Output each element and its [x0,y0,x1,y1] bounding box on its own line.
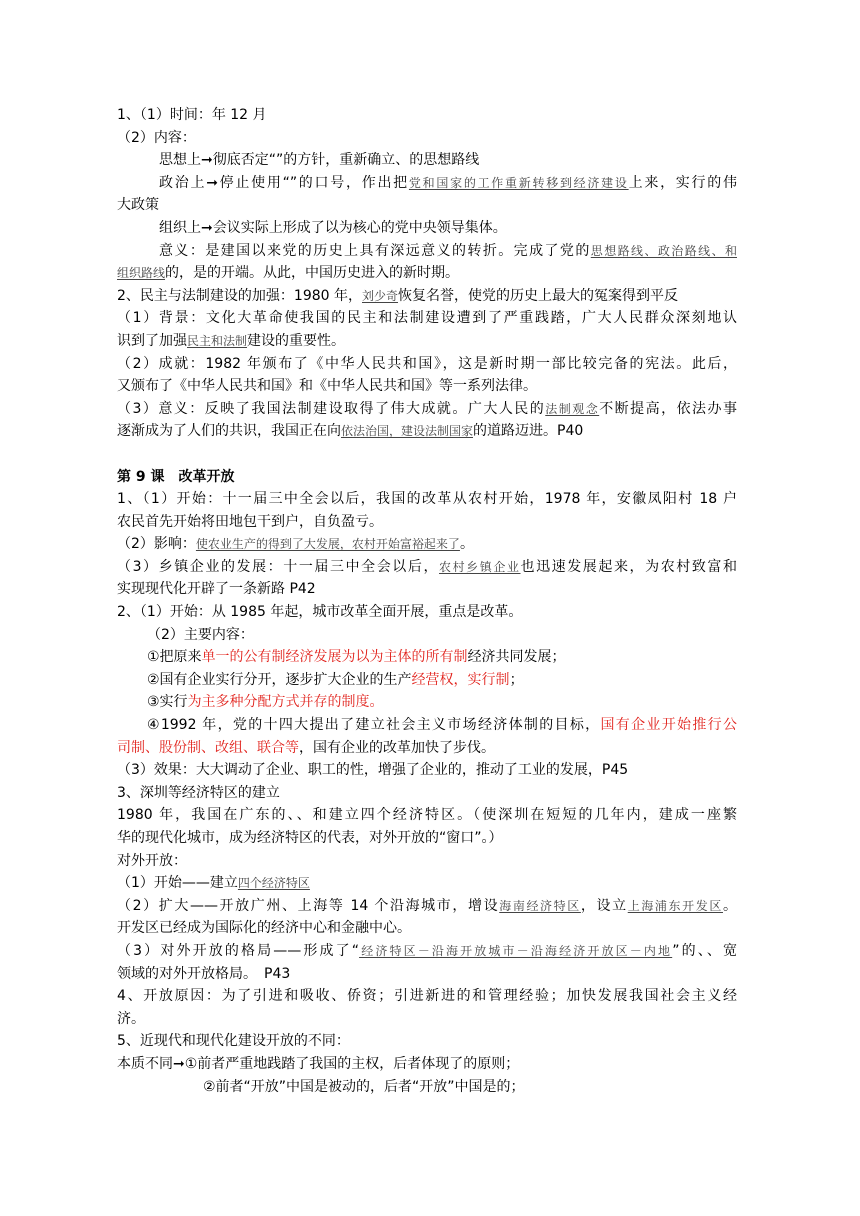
text: 。 [722,897,737,914]
text: 的，是的开端。从此，中国历史进入的新时期。 [165,265,460,282]
l9-difference-2: ②前者“开放”中国是被动的，后者“开放”中国是的； [203,1078,525,1095]
text: 逐渐成为了人们的共识，我国正在向 [117,423,341,440]
document-body [117,104,737,1098]
s2-line-meaning-cont [117,420,737,443]
highlighted-text: 经营权，实行制 [411,671,510,688]
text: 2、民主与法制建设的加强：1980 年， [117,287,362,304]
l9-township-enterprises [117,556,737,579]
highlighted-text: 单一的公有制经济发展为以为主体的所有制 [201,649,468,666]
underlined-text: 上海浦东开发区 [627,898,723,913]
highlighted-text: 国有企业开始推行公 [600,717,737,734]
l9-rural-start: 1、（1）开始：十一届三中全会以后，我国的改革从农村开始，1978 年，安徽凤阳村 18 户 [117,491,737,508]
l9-opening-start [117,872,737,895]
underlined-text: 组织路线 [117,266,166,281]
l9-urban-content-heading: （2）主要内容： [147,626,254,643]
s1-line-time: 1、（1）时间：年 12 月 [117,107,267,123]
text: （3）对外开放的格局——形成了“ [117,942,360,959]
s2-line-background-cont [117,330,737,353]
text: ②国有企业实行分开，逐步扩大企业的生产 [147,671,412,688]
underlined-text: 党和国家的工作重新转移到经济建设 [408,175,629,190]
text: 政治上➞停止使用“”的口号，作出把 [159,174,409,191]
text: 经济共同发展； [467,649,566,666]
s1-line-politics-cont: 大政策 [117,197,159,214]
text: 的道路迈进。P40 [473,423,584,440]
l9-urban-effect: （3）效果：大大调动了企业、职工的性，增强了企业的，推动了工业的发展，P45 [117,762,629,779]
l9-opening-expand [117,895,737,918]
l9-urban-item-3 [117,691,737,714]
text: 不断提高，依法办事 [599,400,738,417]
l9-difference-heading: 5、近现代和现代化建设开放的不同： [117,1033,350,1050]
s1-line-organization: 组织上➞会议实际上形成了以为核心的党中央领导集体。 [159,219,507,236]
text: 恢复名誉，使党的历史上最大的冤案得到平反 [398,287,679,304]
text: ； [509,671,524,688]
s2-line-meaning [117,398,737,421]
underlined-text: 民主和法制 [187,333,248,348]
text: 意义：是建国以来党的历史上具有深远意义的转折。完成了党的 [159,242,591,259]
l9-opening-pattern [117,940,737,963]
text: （2）影响： [117,536,196,553]
text: ，国有企业的改革加快了步伐。 [299,739,495,756]
l9-opening-expand-cont: 开发区已经成为国际化的经济中心和金融中心。 [117,920,411,937]
text: 。 [459,536,474,553]
underlined-text: 法制观念 [545,401,600,416]
s1-line-politics [117,172,737,195]
text: （1）开始——建立 [117,875,238,892]
spacer [117,443,737,466]
text: 识到了加强 [117,332,187,349]
l9-opening-heading: 对外开放： [117,852,187,869]
text: ①把原来 [147,649,202,666]
highlighted-text: 为主多种分配方式并存的制度。 [187,694,384,711]
text: 也迅速发展起来，为农村致富和 [520,558,737,575]
s1-line-significance [117,240,737,263]
text: ③实行 [147,694,188,711]
l9-sez-text-cont: 华的现代化城市，成为经济特区的代表，对外开放的“窗口”。） [117,830,503,846]
s2-line-heading [117,285,737,308]
underlined-text: 使农业生产的得到了大发展，农村开始富裕起来了 [195,537,460,552]
l9-urban-item-2 [117,669,737,692]
l9-township-enterprises-cont: 实现现代化开辟了一条新路 P42 [117,581,316,598]
text: （3）意义：反映了我国法制建设取得了伟大成就。广大人民的 [117,400,546,417]
l9-opening-reason-cont: 济。 [117,1010,145,1027]
lesson-title: 第 9 课 改革开放 [117,468,235,485]
l9-rural-start-cont: 农民首先开始将田地包干到户，自负盈亏。 [117,513,383,530]
s1-line-content-heading: （2）内容： [117,129,196,146]
underlined-text: 思想路线、政治路线、和 [590,243,737,258]
underlined-text: 四个经济特区 [237,876,310,891]
text: ④1992 年，党的十四大提出了建立社会主义市场经济体制的目标， [147,717,601,734]
text: 上来，实行的伟 [628,174,737,191]
underlined-text: 刘少奇 [362,288,399,303]
s1-line-thought: 思想上➞彻底否定“”的方针，重新确立、的思想路线 [159,152,480,169]
underlined-text: 依法治国，建设法制国家 [341,424,474,439]
s1-line-significance-cont [117,262,737,285]
underlined-text: 农村乡镇企业 [439,559,521,574]
text: ，设立 [580,897,628,914]
l9-sez-text: 1980 年，我国在广东的、、和建立四个经济特区。（使深圳在短短的几年内，建成一座繁 [117,807,737,824]
l9-opening-reason: 4、开放原因：为了引进和吸收、侨资；引进新进的和管理经验；加快发展我国社会主义经 [117,988,737,1005]
highlighted-text: 司制、股份制、改组、联合等 [117,739,299,756]
text: ”的、、宽 [672,942,737,959]
l9-urban-item-4 [117,714,737,737]
text: 建设的重要性。 [247,332,346,349]
l9-urban-start: 2、（1）开始：从 1985 年起，城市改革全面开展，重点是改革。 [117,604,523,621]
l9-rural-impact [117,533,737,556]
l9-opening-pattern-cont: 领域的对外开放格局。 P43 [117,965,291,982]
l9-urban-item-4-cont [117,737,737,760]
text: （3）乡镇企业的发展：十一届三中全会以后， [117,558,440,575]
underlined-text: 海南经济特区 [499,898,581,913]
l9-urban-item-1 [117,646,737,669]
l9-sez-heading: 3、深圳等经济特区的建立 [117,784,280,801]
s2-line-background: （1）背景：文化大革命使我国的民主和法制建设遭到了严重践踏，广大人民群众深刻地认 [117,310,737,327]
l9-difference-1: 本质不同➞①前者严重地践踏了我国的主权，后者体现了的原则； [117,1055,520,1072]
underlined-text: 经济特区－沿海开放城市－沿海经济开放区－内地 [359,943,673,958]
text: （2）扩大——开放广州、上海等 14 个沿海城市，增设 [117,897,500,914]
s2-line-achievement: （2）成就：1982 年颁布了《中华人民共和国》，这是新时期一部比较完备的宪法。此后， [117,355,737,372]
s2-line-achievement-cont: 又颁布了《中华人民共和国》和《中华人民共和国》等一系列法律。 [117,378,537,395]
